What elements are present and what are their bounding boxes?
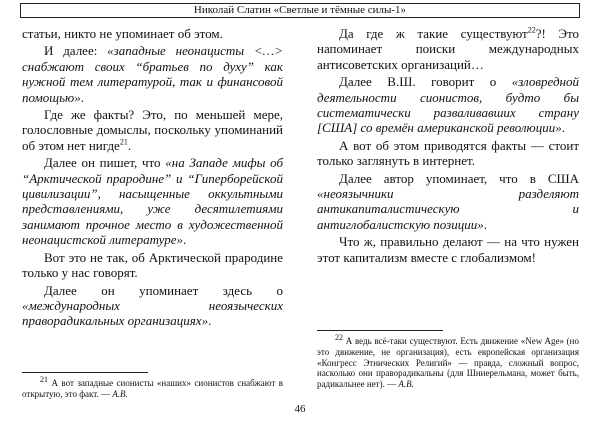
footnote-signature: А.В. bbox=[398, 379, 414, 390]
footnote-signature: А.В. bbox=[112, 388, 128, 399]
footnote-ref-21[interactable]: 21 bbox=[119, 137, 128, 147]
paragraph: Что ж, правильно делают — на что нужен этот капитализм вместе с глобализмом! bbox=[317, 234, 579, 265]
quote: «западные неонацисты <…> снабжают своих “братьев по духу” как нужной тем литературой, так и финансовой помощью» bbox=[22, 43, 283, 105]
quote: «международных неоязыческих праворадикальных организациях» bbox=[22, 297, 283, 329]
page-number: 46 bbox=[294, 403, 306, 415]
paragraph: Далее В.Ш. говорит о «зловредной деятельности сионистов, будто бы систематически разваливавших страну [США] со времён американской революции». bbox=[317, 74, 579, 136]
paragraph: А вот об этом приводятся факты — стоит только заглянуть в интернет. bbox=[317, 137, 579, 169]
footnote-divider bbox=[22, 372, 148, 373]
footnote-divider bbox=[317, 330, 443, 331]
quote: «зловредной деятельности сионистов, будто бы систематически разваливавших страну [США] со времён американской революции» bbox=[317, 74, 579, 136]
left-column bbox=[22, 26, 283, 329]
footnote-number: 21 bbox=[40, 375, 48, 384]
paragraph: И далее: «западные неонацисты <…> снабжают своих “братьев по духу” как нужной тем литературой, так и финансовой помощью». bbox=[22, 43, 283, 105]
footnote-ref-22[interactable]: 22 bbox=[527, 25, 536, 35]
paragraph: Далее автор упоминает, что в США «неоязычники разделяют антикапиталистическую и антиглобалистскую позиции». bbox=[317, 170, 579, 232]
paragraph: статьи, никто не упоминает об этом. bbox=[22, 26, 223, 41]
quote: «неоязычники разделяют антикапиталистическую и антиглобалистскую позиции» bbox=[317, 186, 579, 232]
header-title: Николай Слатин «Светлые и тёмные силы-1» bbox=[193, 4, 407, 16]
paragraph: Далее он пишет, что «на Западе мифы об “Арктической прародине” и “Гиперборейской цивилизации”, насыщенные оккультными представлениями, уже десятилетиями занимают прочное место в художественной неонацистской литературе». bbox=[22, 155, 283, 248]
running-header bbox=[20, 3, 580, 18]
footnote-22: $^{22}$ А ведь всё-таки существуют. Есть движение «New Age» (но это движение, не организация), есть европейская организация «Конгресс Этнических Религий» — правда, сложный вопрос, насколько они праворадикальны (для Шниерельмана, может быть, радикальнее нет). — А.В. bbox=[317, 333, 579, 390]
paragraph: Далее он упоминает здесь о «международных неоязыческих праворадикальных организациях». bbox=[22, 282, 283, 329]
paragraph: Где же факты? Это, по меньшей мере, голословные домыслы, поскольку упоминаний об этом нет нигде$^{21}$. bbox=[22, 107, 283, 153]
paragraph: Да где ж такие существуют$^{22}$?! Это напоминает поиски международных антисоветских организаций… bbox=[317, 25, 579, 72]
footnote-number: 22 bbox=[335, 333, 343, 342]
quote: «на Западе мифы об “Арктической прародине” и “Гиперборейской цивилизации”, насыщенные оккультными представлениями, уже десятилетиями занимают прочное место в художественной неонацистской литературе» bbox=[22, 155, 283, 248]
footnote-21: $^{21}$ А вот западные сионисты «наших» сионистов снабжают в открытую, это факт. — А.В. bbox=[22, 375, 283, 399]
right-column bbox=[317, 26, 579, 265]
paragraph: Вот это не так, об Арктической прародине только у нас говорят. bbox=[22, 249, 283, 281]
